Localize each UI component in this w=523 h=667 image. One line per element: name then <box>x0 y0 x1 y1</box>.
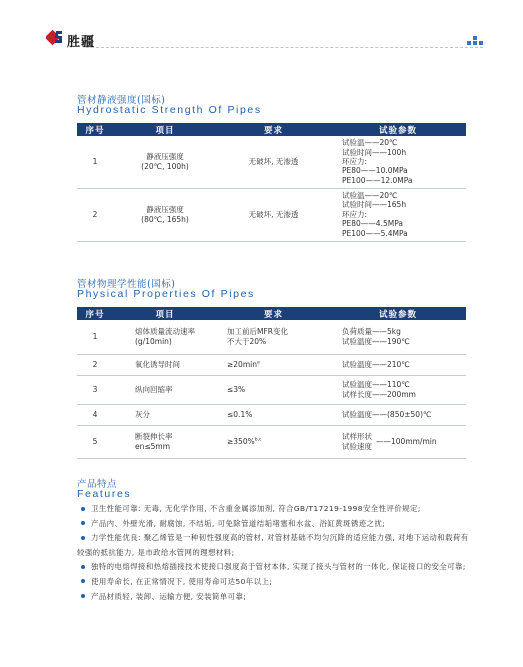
bullet-icon <box>81 536 85 540</box>
row-item: 静液压强度 (80℃, 165h) <box>113 188 217 241</box>
col-header-no: 序号 <box>77 307 113 320</box>
row-item: 静液压强度 (20℃, 100h) <box>113 136 217 188</box>
col-header-req: 要求 <box>217 307 330 320</box>
list-item: 产品材质轻, 装卸、运输方便, 安装简单可靠; <box>77 590 469 605</box>
row-number: 3 <box>77 375 113 404</box>
table-row <box>77 375 466 404</box>
row-params: 试验温度——(850±50)℃ <box>330 404 466 425</box>
row-params: 试样形状 试验速度 ——100mm/min <box>330 425 466 458</box>
row-requirement: $\ge 20\min^a$ <box>217 354 330 375</box>
list-item: 力学性能优良: 聚乙烯管是一种韧性强度高的管材, 对管材基础不均匀沉降的适应能力强, 对地下运动和载荷有较强的抵抗能力, 是市政给水管网的理想材料; <box>77 533 469 557</box>
col-header-req: 要求 <box>217 123 330 136</box>
row-requirement: ≥350%$^{b,c}$ <box>217 425 330 458</box>
col-header-item: 项目 <box>113 123 217 136</box>
list-item: 独特的电熔焊接和热熔插接技术使接口强度高于管材本体, 实现了接头与管材的一体化, 保证接口的安全可靠; <box>77 560 469 575</box>
table-row <box>77 320 466 354</box>
col-header-params: 试验参数 <box>330 123 466 136</box>
bullet-icon <box>81 565 85 569</box>
bullet-icon <box>81 594 85 598</box>
row-requirement: 加工前后MFR变化 不大于20% <box>217 320 330 354</box>
row-params: 试验温度——210℃ <box>330 354 466 375</box>
row-params: 试验温——20℃ 试验时间——100h 环应力: PE80——10.0MPa PE100——12.0MPa <box>330 136 466 188</box>
row-params: 负荷质量——5kg 试验温度——190℃ <box>330 320 466 354</box>
row-number: 1 <box>77 136 113 188</box>
list-item: 产品内、外壁光滑, 耐腐蚀, 不结垢, 可免除管道结垢堵塞和水盆、浴缸黄斑锈迹之扰; <box>77 517 469 532</box>
row-item: 灰分 <box>113 404 217 425</box>
brand-logo-icon <box>46 28 64 46</box>
table-header-row <box>77 307 466 320</box>
bullet-icon <box>81 507 85 511</box>
features-list <box>77 502 469 604</box>
corner-squares-icon <box>467 36 483 50</box>
row-number: 2 <box>77 188 113 241</box>
row-item: 氧化诱导时间 <box>113 354 217 375</box>
row-number: 1 <box>77 320 113 354</box>
bullet-icon <box>81 521 85 525</box>
row-item: 熔体质量流动速率 (g/10min) <box>113 320 217 354</box>
col-header-params: 试验参数 <box>330 307 466 320</box>
table-row <box>77 425 466 458</box>
table-header-row <box>77 123 466 136</box>
list-item: 使用寿命长, 在正常情况下, 使用寿命可达50年以上; <box>77 575 469 590</box>
features-title-cn: 产品特点 <box>77 479 118 490</box>
row-number: 4 <box>77 404 113 425</box>
row-item: 断裂伸长率 en≤5mm <box>113 425 217 458</box>
row-item: 纵向回缩率 <box>113 375 217 404</box>
table-row <box>77 354 466 375</box>
table-row <box>77 404 466 425</box>
table-row <box>77 136 466 188</box>
row-number: 2 <box>77 354 113 375</box>
features-title-en: Features <box>77 488 132 500</box>
header-divider <box>86 47 483 48</box>
section2-title-en: Physical Properties Of Pipes <box>77 288 255 300</box>
section1-title-cn: 管材静液强度(国标) <box>77 95 166 106</box>
section1-title-en: Hydrostatic Strength Of Pipes <box>77 104 262 116</box>
brand-name: 胜疆 <box>67 35 96 50</box>
row-params: 试验温度——110℃ 试样长度——200mm <box>330 375 466 404</box>
row-requirement: 无破坏, 无渗透 <box>217 188 330 241</box>
list-item: 卫生性能可靠: 无毒, 无化学作用, 不含重金属添加剂, 符合GB/T17219-1998安全性评价规定; <box>77 502 469 517</box>
row-params: 试验温——20℃ 试验时间——165h 环应力: PE80——4.5MPa PE100——5.4MPa <box>330 188 466 241</box>
physical-properties-table <box>77 307 466 459</box>
page-header <box>0 0 523 52</box>
col-header-no: 序号 <box>77 123 113 136</box>
hydrostatic-table <box>77 123 466 242</box>
section2-title-cn: 管材物理学性能(国标) <box>77 279 176 290</box>
row-number: 5 <box>77 425 113 458</box>
row-requirement: ≤0.1% <box>217 404 330 425</box>
bullet-icon <box>81 579 85 583</box>
row-requirement: ≤3% <box>217 375 330 404</box>
col-header-item: 项目 <box>113 307 217 320</box>
table-row <box>77 188 466 241</box>
row-requirement: 无破坏, 无渗透 <box>217 136 330 188</box>
